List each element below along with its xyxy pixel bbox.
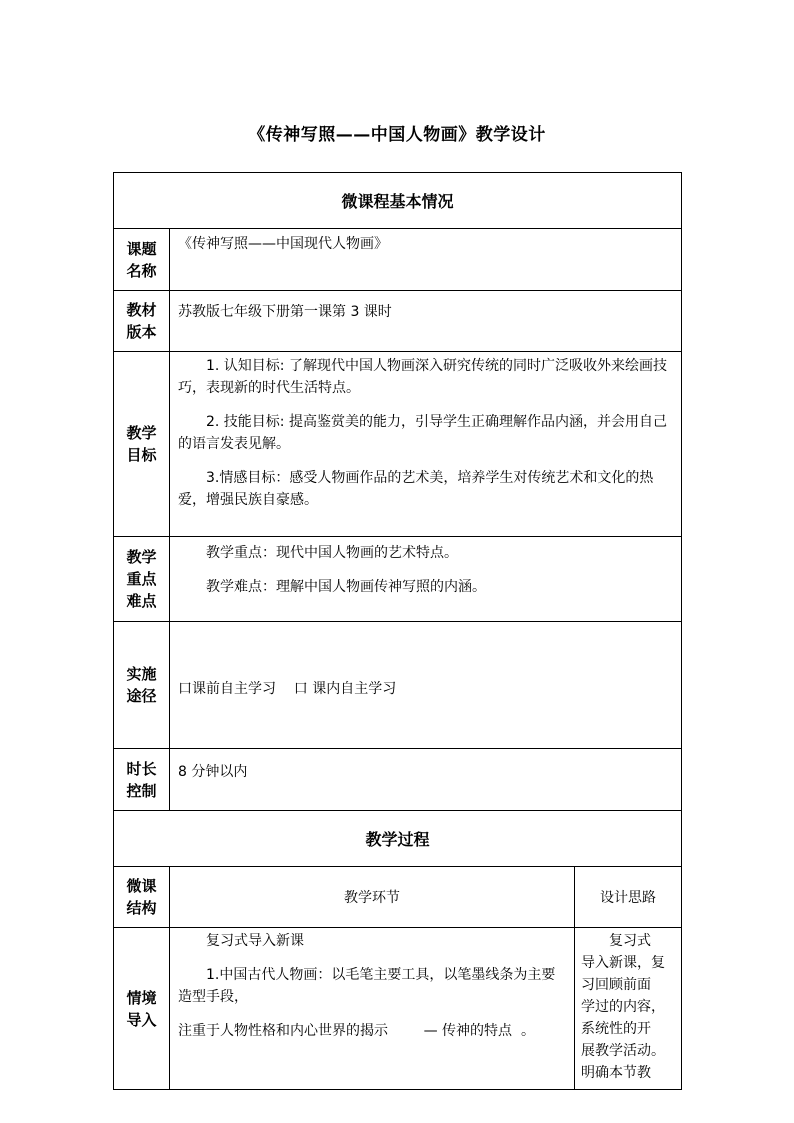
thinking-column-header: 设计思路 xyxy=(575,867,682,928)
thinking-line-5: 系统性的开 xyxy=(581,1021,651,1037)
approach-text: 口课前自主学习 口 课内自主学习 xyxy=(178,681,397,697)
duration-value xyxy=(170,749,682,811)
steps-column-header: 教学环节 xyxy=(170,867,575,928)
intro-label-line1: 情境 xyxy=(126,988,157,1007)
topic-value xyxy=(170,229,682,291)
keypoints-label-line1: 教学 xyxy=(126,548,157,566)
thinking-line-6: 展教学活动。 xyxy=(581,1043,665,1059)
intro-label xyxy=(114,928,170,1090)
keypoints-label-line3: 难点 xyxy=(126,592,157,610)
process-section-header: 教学过程 xyxy=(114,811,682,867)
goal-cognitive: 1. 认知目标: 了解现代中国人物画深入研究传统的同时广泛吸收外来绘画技巧，表现新的时代生活特点。 xyxy=(178,358,667,396)
textbook-label-line2: 版本 xyxy=(126,323,157,341)
textbook-text: 苏教版七年级下册第一课第 3 课时 xyxy=(178,304,392,320)
topic-text: 《传神写照——中国现代人物画》 xyxy=(178,236,388,252)
goals-row xyxy=(114,352,682,537)
textbook-label-line1: 教材 xyxy=(126,301,157,319)
duration-label xyxy=(114,749,170,811)
goals-content xyxy=(170,352,682,537)
intro-steps xyxy=(170,928,575,1090)
document-title: 《传神写照——中国人物画》教学设计 xyxy=(248,125,546,145)
approach-label-line1: 实施 xyxy=(126,665,157,683)
intro-row xyxy=(114,928,682,1090)
approach-value xyxy=(170,622,682,749)
textbook-row xyxy=(114,291,682,352)
approach-label xyxy=(114,622,170,749)
intro-paragraph-2: 注重于人物性格和内心世界的揭示 — 传神的特点 。 xyxy=(178,1023,535,1039)
intro-heading: 复习式导入新课 xyxy=(206,933,304,949)
intro-paragraph-1: 1.中国古代人物画：以毛笔主要工具，以笔墨线条为主要造型手段， xyxy=(178,967,556,1005)
basic-section-header: 微课程基本情况 xyxy=(114,173,682,229)
approach-label-line2: 途径 xyxy=(126,687,157,705)
goal-emotion: 3.情感目标：感受人物画作品的艺术美，培养学生对传统艺术和文化的热爱，增强民族自豪感。 xyxy=(178,470,654,508)
keypoints-content xyxy=(170,537,682,622)
thinking-line-1: 复习式 xyxy=(609,933,651,949)
thinking-line-3: 习回顾前面 xyxy=(581,977,651,993)
textbook-value xyxy=(170,291,682,352)
intro-thinking xyxy=(575,928,682,1090)
topic-label xyxy=(114,229,170,291)
goal-skill: 2. 技能目标: 提高鉴赏美的能力，引导学生正确理解作品内涵，并会用自己的语言发表见解。 xyxy=(178,414,667,452)
thinking-line-4: 学过的内容， xyxy=(581,999,665,1015)
intro-label-line2: 导入 xyxy=(126,1010,157,1029)
process-column-header-row xyxy=(114,867,682,928)
goals-label-line2: 目标 xyxy=(126,446,157,464)
textbook-label xyxy=(114,291,170,352)
duration-text: 8 分钟以内 xyxy=(178,764,248,780)
topic-label-line1: 课题 xyxy=(126,239,157,258)
basic-section-header-row xyxy=(114,173,682,229)
duration-row xyxy=(114,749,682,811)
structure-header-line2: 结构 xyxy=(126,899,157,917)
key-point-text: 教学重点：现代中国人物画的艺术特点。 xyxy=(206,545,458,561)
duration-label-line2: 控制 xyxy=(126,781,157,800)
keypoints-label-line2: 重点 xyxy=(126,570,157,588)
structure-column-header xyxy=(114,867,170,928)
thinking-line-2: 导入新课，复 xyxy=(581,955,665,971)
keypoints-row xyxy=(114,537,682,622)
approach-row xyxy=(114,622,682,749)
thinking-line-7: 明确本节教 xyxy=(581,1065,651,1081)
process-section-header-row xyxy=(114,811,682,867)
topic-row xyxy=(114,229,682,291)
lesson-plan-table xyxy=(113,172,682,1090)
duration-label-line1: 时长 xyxy=(126,759,157,778)
goals-label-line1: 教学 xyxy=(126,424,157,442)
difficulty-text: 教学难点：理解中国人物画传神写照的内涵。 xyxy=(206,579,486,595)
goals-label xyxy=(114,352,170,537)
topic-label-line2: 名称 xyxy=(126,261,157,280)
keypoints-label xyxy=(114,537,170,622)
structure-header-line1: 微课 xyxy=(126,877,157,895)
